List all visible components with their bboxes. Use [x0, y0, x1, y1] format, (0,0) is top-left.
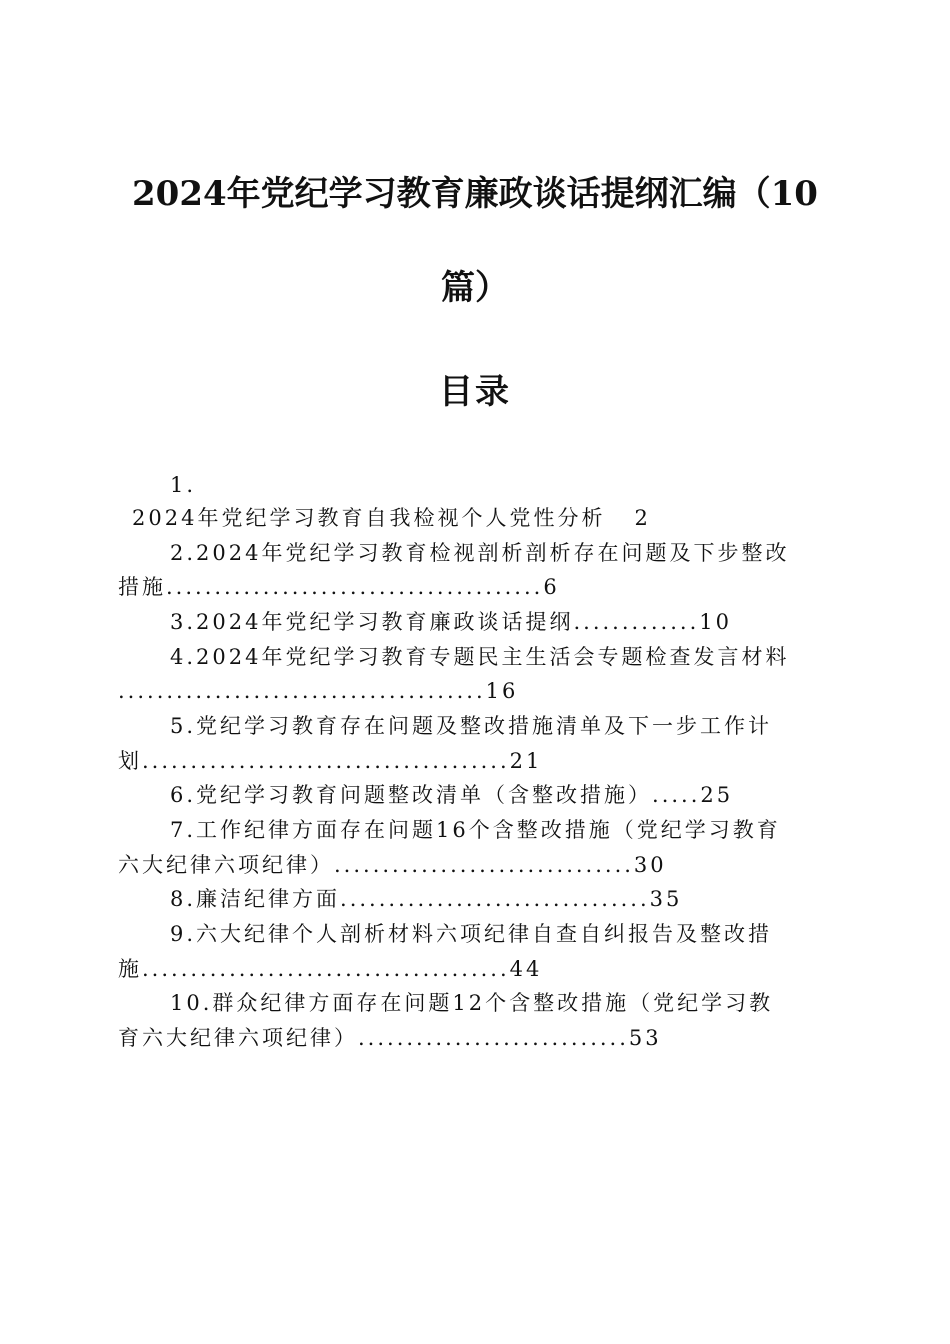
- toc-entry-5-line-2[interactable]: 划......................................21: [118, 749, 543, 773]
- toc-entry-2-line-1[interactable]: 2.2024年党纪学习教育检视剖析剖析存在问题及下步整改: [170, 541, 790, 565]
- document-title-line-1: 2024年党纪学习教育廉政谈话提纲汇编（10: [132, 174, 818, 214]
- toc-entry-7-line-1[interactable]: 7.工作纪律方面存在问题16个含整改措施（党纪学习教育: [170, 818, 781, 842]
- toc-entry-10-line-2[interactable]: 育六大纪律六项纪律）............................53: [118, 1026, 662, 1050]
- toc-entry-8-line-1[interactable]: 8.廉洁纪律方面................................35: [170, 887, 683, 911]
- toc-entry-10-line-1[interactable]: 10.群众纪律方面存在问题12个含整改措施（党纪学习教: [170, 991, 774, 1015]
- toc-heading: 目录: [439, 372, 511, 412]
- toc-entry-3-line-1[interactable]: 3.2024年党纪学习教育廉政谈话提纲.............10: [170, 610, 732, 634]
- toc-entry-4-line-2[interactable]: ......................................16: [118, 679, 519, 703]
- toc-entry-6-line-1[interactable]: 6.党纪学习教育问题整改清单（含整改措施）.....25: [170, 783, 734, 807]
- toc-entry-7-line-2[interactable]: 六大纪律六项纪律）...............................30: [118, 853, 667, 877]
- toc-entry-2-line-2[interactable]: 措施.......................................6: [118, 575, 560, 599]
- toc-entry-4-line-1[interactable]: 4.2024年党纪学习教育专题民主生活会专题检查发言材料: [170, 645, 790, 669]
- toc-entry-1-line-2[interactable]: 2024年党纪学习教育自我检视个人党性分析 2: [132, 506, 651, 530]
- document-title-line-2: 篇）: [441, 268, 509, 308]
- toc-entry-1-line-1[interactable]: 1.: [170, 473, 197, 497]
- toc-entry-5-line-1[interactable]: 5.党纪学习教育存在问题及整改措施清单及下一步工作计: [170, 714, 773, 738]
- toc-entry-9-line-2[interactable]: 施......................................44: [118, 957, 543, 981]
- toc-entry-9-line-1[interactable]: 9.六大纪律个人剖析材料六项纪律自查自纠报告及整改措: [170, 922, 773, 946]
